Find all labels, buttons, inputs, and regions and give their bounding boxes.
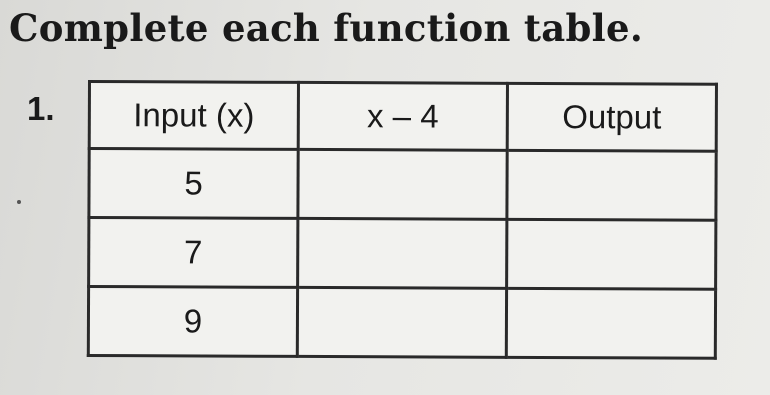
input-cell: 5 [89, 149, 298, 219]
input-cell: 9 [88, 287, 297, 357]
worksheet-title: Complete each function table. [9, 6, 644, 50]
output-cell[interactable] [507, 150, 716, 220]
output-cell[interactable] [507, 219, 716, 289]
header-rule: x – 4 [298, 82, 507, 150]
function-table [87, 80, 718, 360]
rule-cell[interactable] [297, 287, 506, 357]
rule-cell[interactable] [298, 218, 507, 288]
table-row [89, 218, 716, 290]
header-output: Output [507, 83, 716, 151]
table-row [88, 287, 715, 359]
output-cell[interactable] [506, 288, 715, 358]
table-header-row [89, 82, 716, 152]
header-input: Input (x) [89, 82, 298, 150]
rule-cell[interactable] [298, 149, 507, 219]
stray-pencil-mark [17, 200, 21, 204]
table-row [89, 149, 716, 221]
input-cell: 7 [89, 218, 298, 288]
problem-number: 1. [27, 90, 55, 127]
